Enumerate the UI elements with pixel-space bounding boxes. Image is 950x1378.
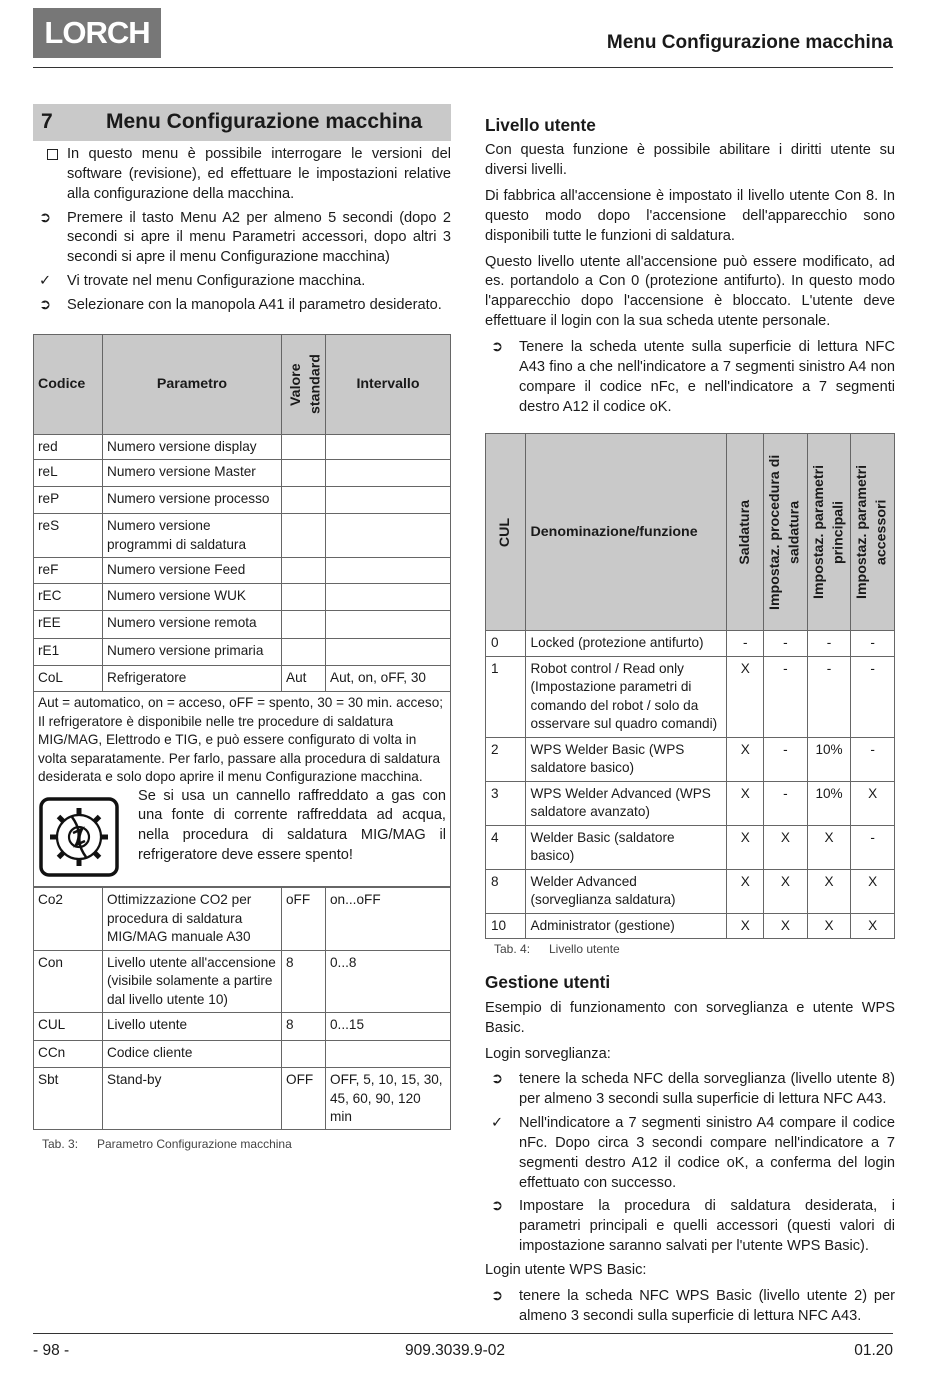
table-cell: Aut, on, oFF, 30 xyxy=(326,666,451,692)
list-item xyxy=(33,296,451,316)
table-row xyxy=(486,631,895,656)
table-row xyxy=(34,1013,451,1041)
table-cell: Livello utente all'accensione (visibile solamente a partire dal livello utente 10) xyxy=(103,950,282,1012)
table-configurazione-cont xyxy=(33,887,451,1130)
table-row xyxy=(34,558,451,584)
list-item xyxy=(33,209,451,269)
section-number: 7 xyxy=(41,110,53,134)
table-cell: Co2 xyxy=(34,888,103,950)
arrow-icon: ➲ xyxy=(491,1198,504,1215)
table-row xyxy=(34,434,451,459)
paragraph: Di fabbrica all'accensione è impostato il livello utente Con 8. In questo modo dopo l'accensione dell'apparecchio sono disponibili tutte le funzioni di saldatura. xyxy=(485,188,895,244)
paragraph: Questo livello utente all'accensione può essere modificato, ad es. portandolo a Con 0 (protezione antifurto). In questo modo l'apparecchio dopo l'accensione è bloccato. L'utente deve effettuare il login con la sua scheda utente personale. xyxy=(485,253,895,330)
table-cell: X xyxy=(727,781,764,825)
list-item xyxy=(33,145,451,205)
table-cell: 4 xyxy=(486,825,526,869)
instruction-step: ➲ Tenere la scheda utente sulla superficie di lettura NFC A43 fino a che nell'indicatore a 7 segmenti sinistro A4 non compare il codice nFc, e nell'indicatore a 7 segmenti destro A12 il codice oK. xyxy=(491,338,895,415)
table-cell: Numero versione Feed xyxy=(103,558,282,584)
table-cell: rEE xyxy=(34,611,103,639)
list-item xyxy=(33,272,451,292)
table-cell: oFF xyxy=(282,888,326,950)
table-cell xyxy=(326,1041,451,1068)
list-item-text: Vi trovate nel menu Configurazione macchina. xyxy=(67,273,366,290)
table-cell: - xyxy=(764,737,808,781)
table-cell xyxy=(282,558,326,584)
col-header-codice: Codice xyxy=(34,334,103,434)
table-cell xyxy=(282,584,326,611)
list-item-text: Selezionare con la manopola A41 il parametro desiderato. xyxy=(67,296,442,313)
list-item xyxy=(485,1070,895,1110)
table-cell: Numero versione programmi di saldatura xyxy=(103,514,282,558)
header-divider xyxy=(33,67,893,68)
section-title: Menu Configurazione macchina xyxy=(106,110,423,134)
table-cell: Numero versione WUK xyxy=(103,584,282,611)
table-cell: - xyxy=(764,656,808,737)
table-cell: - xyxy=(807,656,851,737)
check-icon: ✓ xyxy=(491,1115,504,1132)
paragraph: Login utente WPS Basic: xyxy=(485,1261,647,1278)
table-cell: reL xyxy=(34,460,103,487)
gear-warning-icon xyxy=(38,787,138,882)
table-cell xyxy=(326,487,451,514)
table-cell: Numero versione primaria xyxy=(103,639,282,666)
table-cell: 8 xyxy=(282,1013,326,1041)
table-cell: 8 xyxy=(282,950,326,1012)
table-row xyxy=(486,869,895,913)
table-cell xyxy=(326,460,451,487)
table-cell: - xyxy=(807,631,851,656)
table-cell xyxy=(282,434,326,459)
table-row xyxy=(34,611,451,639)
col-header-principali: Impostaz. parametri principali xyxy=(810,465,847,600)
col-header-saldatura: Saldatura xyxy=(736,500,753,565)
table-row xyxy=(34,460,451,487)
table-cell: on...oFF xyxy=(326,888,451,950)
note-text: Aut = automatico, on = acceso, oFF = spento, 30 = 30 min. acceso; Il refrigeratore è disponibile nelle tre procedure di saldatura MIG/MAG, Elettrodo e TIG, e può essere configurato di volta in volta separatamente. Per farlo, passare alla procedura di saldatura desiderata e solo dopo aprire il menu Configurazione macchina. xyxy=(38,695,444,785)
header-title: Menu Configurazione macchina xyxy=(606,32,893,53)
caption-text: Livello utente xyxy=(549,942,620,957)
table-cell: Welder Advanced (sorveglianza saldatura) xyxy=(525,869,727,913)
col-header-cul: CUL xyxy=(496,517,513,547)
table-cell: Aut xyxy=(282,666,326,692)
intro-list xyxy=(33,145,451,316)
table-cell xyxy=(326,434,451,459)
warning-text: Se si usa un cannello raffreddato a gas con una fonte di corrente raffreddata ad acqua, nella procedura di saldatura MIG/MAG il refrigeratore deve essere spento! xyxy=(138,787,446,864)
table-cell: OFF xyxy=(282,1068,326,1130)
table-cell: 2 xyxy=(486,737,526,781)
table-configurazione xyxy=(33,334,451,692)
table-cell: - xyxy=(851,825,895,869)
table-row xyxy=(34,514,451,558)
check-icon: ✓ xyxy=(39,273,52,290)
table-cell: Administrator (gestione) xyxy=(525,913,727,938)
list-item-text: In questo menu è possibile interrogare le versioni del software (revisione), ed effettuare le impostazioni relative alla configurazione della macchina. xyxy=(67,146,451,202)
table-cell: 0 xyxy=(486,631,526,656)
table-cell: Numero versione Master xyxy=(103,460,282,487)
caption-number: Tab. 4: xyxy=(494,942,531,957)
table-cell: Con xyxy=(34,950,103,1012)
table-cell xyxy=(326,514,451,558)
list-item-text: Nell'indicatore a 7 segmenti sinistro A4 compare il codice nFc. Dopo circa 3 secondi compare nell'indicatore a 7 segmenti destro A12 il codice oK, a conferma del login effettuato con successo. xyxy=(519,1115,895,1191)
table-row xyxy=(34,888,451,950)
table-cell: reP xyxy=(34,487,103,514)
page-number: - 98 - xyxy=(33,1342,70,1359)
list-item-text: tenere la scheda NFC della sorveglianza (livello utente 8) per almeno 3 secondi sulla superficie di lettura NFC A43. xyxy=(519,1071,895,1108)
caption-text: Parametro Configurazione macchina xyxy=(97,1137,292,1152)
table-row xyxy=(34,1041,451,1068)
table-cell: X xyxy=(764,869,808,913)
table-cell: Stand-by xyxy=(103,1068,282,1130)
table-row xyxy=(486,656,895,737)
table-cell: Numero versione processo xyxy=(103,487,282,514)
table-cell: CUL xyxy=(34,1013,103,1041)
table-row xyxy=(486,825,895,869)
table-row xyxy=(34,639,451,666)
section-heading xyxy=(33,104,451,141)
table-cell: OFF, 5, 10, 15, 30, 45, 60, 90, 120 min xyxy=(326,1068,451,1130)
table-cell: 10% xyxy=(807,737,851,781)
table-cell: X xyxy=(807,869,851,913)
col-header-intervallo: Intervallo xyxy=(326,334,451,434)
table-cell: 10% xyxy=(807,781,851,825)
col-header-accessori: Impostaz. parametri accessori xyxy=(854,465,890,600)
table-cell xyxy=(282,1041,326,1068)
table-cell: X xyxy=(851,869,895,913)
table-cell: Numero versione remota xyxy=(103,611,282,639)
caption-number: Tab. 3: xyxy=(42,1137,79,1152)
table-cell: X xyxy=(851,781,895,825)
table-cell: X xyxy=(727,869,764,913)
table3-caption xyxy=(33,1136,451,1152)
table-row xyxy=(34,487,451,514)
table-cell xyxy=(326,584,451,611)
table-cell: X xyxy=(764,825,808,869)
table-cell: - xyxy=(727,631,764,656)
table-cell: 3 xyxy=(486,781,526,825)
table-cell: X xyxy=(727,913,764,938)
paragraph: Esempio di funzionamento con sorveglianza e utente WPS Basic. xyxy=(485,999,895,1036)
table-cell: - xyxy=(764,781,808,825)
table-cell: X xyxy=(807,825,851,869)
paragraph: Login sorveglianza: xyxy=(485,1045,611,1062)
table-row xyxy=(486,781,895,825)
table-cell: Refrigeratore xyxy=(103,666,282,692)
heading-livello-utente: Livello utente xyxy=(485,115,596,135)
table-cell: rE1 xyxy=(34,639,103,666)
table4-caption xyxy=(485,941,895,957)
table-cell: rEC xyxy=(34,584,103,611)
table-row xyxy=(486,913,895,938)
table-cell: reF xyxy=(34,558,103,584)
col-header-valore: Valore standard xyxy=(287,354,323,415)
table-row xyxy=(34,666,451,692)
list-item-text: Impostare la procedura di saldatura desiderata, i parametri principali e quelli accessori (questi valori di impostazione saranno salvati per l'utente WPS Basic). xyxy=(519,1198,895,1255)
table-cell: Sbt xyxy=(34,1068,103,1130)
table-cell: Robot control / Read only (Impostazione parametri di comando del robot / solo da osservare sul quadro comandi) xyxy=(525,656,727,737)
table-cell: X xyxy=(727,825,764,869)
footer-divider xyxy=(33,1333,893,1334)
list-item xyxy=(485,1197,895,1257)
table-cell xyxy=(282,487,326,514)
table-cell: Codice cliente xyxy=(103,1041,282,1068)
table-cell: CoL xyxy=(34,666,103,692)
table-cell: red xyxy=(34,434,103,459)
table-cell: 8 xyxy=(486,869,526,913)
table-cell: X xyxy=(807,913,851,938)
table-cell: WPS Welder Advanced (WPS saldatore avanzato) xyxy=(525,781,727,825)
arrow-icon: ➲ xyxy=(39,296,52,313)
table-row xyxy=(34,1068,451,1130)
warning-block xyxy=(38,787,446,882)
table-cell: 1 xyxy=(486,656,526,737)
table-cell: X xyxy=(764,913,808,938)
table-cell: reS xyxy=(34,514,103,558)
table-cell: Welder Basic (saldatore basico) xyxy=(525,825,727,869)
table-cell xyxy=(282,514,326,558)
table-cell xyxy=(282,460,326,487)
table-cell: Numero versione display xyxy=(103,434,282,459)
document-date: 01.20 xyxy=(854,1342,893,1359)
table-cell: X xyxy=(727,737,764,781)
paragraph: Con questa funzione è possibile abilitare i diritti utente su diversi livelli. xyxy=(485,142,895,179)
document-number: 909.3039.9-02 xyxy=(405,1342,505,1359)
left-column xyxy=(33,104,451,1153)
col-header-procedura: Impostaz. procedura di saldatura xyxy=(767,454,803,611)
arrow-icon: ➲ xyxy=(491,1071,504,1088)
heading-gestione-utenti: Gestione utenti xyxy=(485,972,611,993)
table-cell: - xyxy=(851,737,895,781)
table-cell: CCn xyxy=(34,1041,103,1068)
table-row xyxy=(34,584,451,611)
table-row xyxy=(486,737,895,781)
table-cell: - xyxy=(851,631,895,656)
table-cell: X xyxy=(851,913,895,938)
table-cell: - xyxy=(851,656,895,737)
list-item xyxy=(485,1114,895,1193)
table-cell xyxy=(326,611,451,639)
table-cell: Ottimizzazione CO2 per procedura di saldatura MIG/MAG manuale A30 xyxy=(103,888,282,950)
table-cell: 0...8 xyxy=(326,950,451,1012)
table-cell: Locked (protezione antifurto) xyxy=(525,631,727,656)
table-cell: 0...15 xyxy=(326,1013,451,1041)
table-cell: Livello utente xyxy=(103,1013,282,1041)
table-cell: WPS Welder Basic (WPS saldatore basico) xyxy=(525,737,727,781)
right-column xyxy=(485,114,895,1331)
table-cell xyxy=(326,558,451,584)
col-header-denominazione: Denominazione/funzione xyxy=(525,434,727,631)
table-cell: X xyxy=(727,656,764,737)
col-header-parametro: Parametro xyxy=(103,334,282,434)
arrow-icon: ➲ xyxy=(491,338,504,355)
table-cell xyxy=(326,639,451,666)
list-item xyxy=(485,1287,895,1327)
lorch-logo: LORCH xyxy=(33,8,161,58)
table-cell xyxy=(282,639,326,666)
table-cell: - xyxy=(764,631,808,656)
table-livello-utente xyxy=(485,433,895,939)
table-row xyxy=(34,950,451,1012)
table-cell: 10 xyxy=(486,913,526,938)
refrigerator-note xyxy=(33,692,451,887)
table-cell xyxy=(282,611,326,639)
arrow-icon: ➲ xyxy=(491,1287,504,1304)
list-item-text: tenere la scheda NFC WPS Basic (livello utente 2) per almeno 3 secondi sulla superficie di lettura NFC A43. xyxy=(519,1287,895,1324)
arrow-icon: ➲ xyxy=(39,209,52,226)
list-item-text: Premere il tasto Menu A2 per almeno 5 secondi (dopo 2 secondi si apre il menu Parametri accessori, dopo altri 3 secondi si apre il menu Configurazione macchina) xyxy=(67,209,451,266)
